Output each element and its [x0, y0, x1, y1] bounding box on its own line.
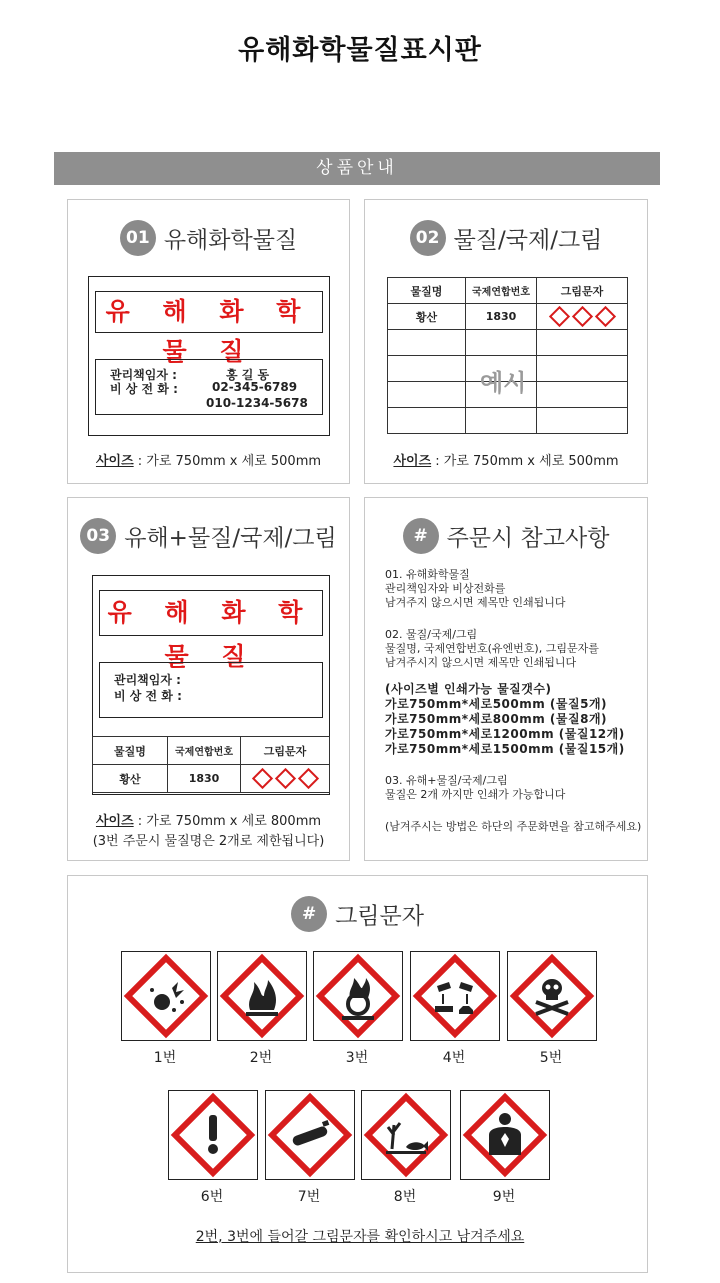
- heading-text: 물질/국제/그림: [453, 227, 603, 254]
- toxic-skull-pictogram: [507, 951, 597, 1041]
- size-capacity-list: (사이즈별 인쇄가능 물질갯수) 가로750mm*세로500mm (물질5개) 가로750mm*세로800mm (물질8개) 가로750mm*세로1200mm (물질12개) 가로750mm*세로1500mm (물질15개): [385, 682, 625, 756]
- health-hazard-pictogram: [460, 1090, 550, 1180]
- skull-mini-icon: [274, 768, 295, 789]
- page-title: 유해화학물질표시판: [238, 35, 482, 66]
- cell-un-number: 1830: [168, 765, 241, 793]
- sign-sample: [88, 276, 330, 436]
- box-heading: [68, 220, 349, 256]
- box-heading: [365, 220, 647, 256]
- explosive-pictogram: [121, 951, 211, 1041]
- gas-cylinder-pictogram: [265, 1090, 355, 1180]
- pictogram-label-7: 7번: [297, 1189, 321, 1205]
- note-1: 01. 유해화학물질 관리책임자와 비상전화를 남겨주지 않으시면 제목만 인쇄됩니다: [385, 568, 566, 609]
- corrosive-pictogram: [410, 951, 500, 1041]
- sign-title: 유 해 화 학 물 질: [95, 291, 323, 333]
- skull-mini-icon: [571, 306, 592, 327]
- phone-value-2: 010-1234-5678: [206, 396, 308, 410]
- cell-substance: 황산: [93, 765, 168, 793]
- contact-panel: [99, 662, 323, 718]
- product-box-01: [67, 199, 350, 484]
- cell-pictograms: [537, 304, 628, 330]
- pictogram-label-2: 2번: [249, 1050, 273, 1066]
- phone-label: 비 상 전 화 :: [114, 689, 182, 703]
- pictogram-label-6: 6번: [200, 1189, 224, 1205]
- box-heading: [68, 896, 647, 932]
- notes-footer: (남겨주시는 방법은 하단의 주문화면을 참고해주세요): [385, 820, 642, 833]
- corrosive-mini-icon: [251, 768, 272, 789]
- heading-text: 주문시 참고사항: [446, 525, 610, 552]
- cell-substance: 황산: [388, 304, 466, 330]
- pictogram-label-9: 9번: [492, 1189, 516, 1205]
- header-pictogram: 그림문자: [537, 278, 628, 304]
- contact-panel: [95, 359, 323, 415]
- pictogram-box: [67, 875, 648, 1273]
- number-badge: 02: [410, 220, 446, 256]
- note-2: 02. 물질/국제/그림 물질명, 국제연합번호(유엔번호), 그림문자를 남겨주시지 않으시면 제목만 인쇄됩니다: [385, 628, 599, 669]
- size-text: 사이즈 : 가로 750mm x 세로 500mm: [393, 454, 619, 469]
- size-note: (3번 주문시 물질명은 2개로 제한됩니다): [92, 834, 325, 849]
- sign-title: 유 해 화 학 물 질: [99, 590, 323, 636]
- number-badge: 03: [80, 518, 116, 554]
- manager-value: 홍 길 동: [226, 368, 270, 382]
- oxidizer-pictogram: [313, 951, 403, 1041]
- cell-un-number: 1830: [466, 304, 537, 330]
- product-box-02: [364, 199, 648, 484]
- pictogram-label-1: 1번: [153, 1050, 177, 1066]
- manager-label: 관리책임자 :: [110, 368, 177, 382]
- pictogram-label-4: 4번: [442, 1050, 466, 1066]
- header-un-number: 국제연합번호: [168, 737, 241, 765]
- health-hazard-mini-icon: [297, 768, 318, 789]
- section-bar: 상품안내: [54, 152, 660, 185]
- manager-label: 관리책임자 :: [114, 673, 181, 687]
- product-box-03: [67, 497, 350, 861]
- phone-value-1: 02-345-6789: [212, 380, 298, 394]
- number-badge: #: [403, 518, 439, 554]
- heading-text: 그림문자: [335, 903, 424, 930]
- order-notes-box: [364, 497, 648, 861]
- cell-pictograms: [241, 765, 330, 793]
- pictogram-label-8: 8번: [393, 1189, 417, 1205]
- exclamation-pictogram: [168, 1090, 258, 1180]
- number-badge: #: [291, 896, 327, 932]
- note-3: 03. 유해+물질/국제/그림 물질은 2개 까지만 인쇄가 가능합니다: [385, 774, 566, 801]
- size-text: 사이즈 : 가로 750mm x 세로 800mm: [95, 814, 322, 829]
- header-un-number: 국제연합번호: [466, 278, 537, 304]
- pictogram-label-5: 5번: [539, 1050, 563, 1066]
- phone-label: 비 상 전 화 :: [110, 382, 178, 396]
- environment-pictogram: [361, 1090, 451, 1180]
- substance-table: [92, 736, 330, 793]
- number-badge: 01: [120, 220, 156, 256]
- heading-text: 유해화학물질: [163, 227, 298, 254]
- pictogram-note: 2번, 3번에 들어갈 그림문자를 확인하시고 남겨주세요: [195, 1229, 525, 1245]
- heading-text: 유해+물질/국제/그림: [124, 525, 337, 552]
- box-heading: [365, 518, 647, 554]
- size-text: 사이즈 : 가로 750mm x 세로 500mm: [95, 454, 322, 469]
- header-pictogram: 그림문자: [241, 737, 330, 765]
- flammable-pictogram: [217, 951, 307, 1041]
- pictogram-label-3: 3번: [345, 1050, 369, 1066]
- health-hazard-mini-icon: [594, 306, 615, 327]
- box-heading: [68, 518, 349, 554]
- sample-watermark: 예시: [480, 369, 527, 397]
- header-substance: 물질명: [388, 278, 466, 304]
- header-substance: 물질명: [93, 737, 168, 765]
- substance-table: [387, 277, 628, 434]
- corrosive-mini-icon: [548, 306, 569, 327]
